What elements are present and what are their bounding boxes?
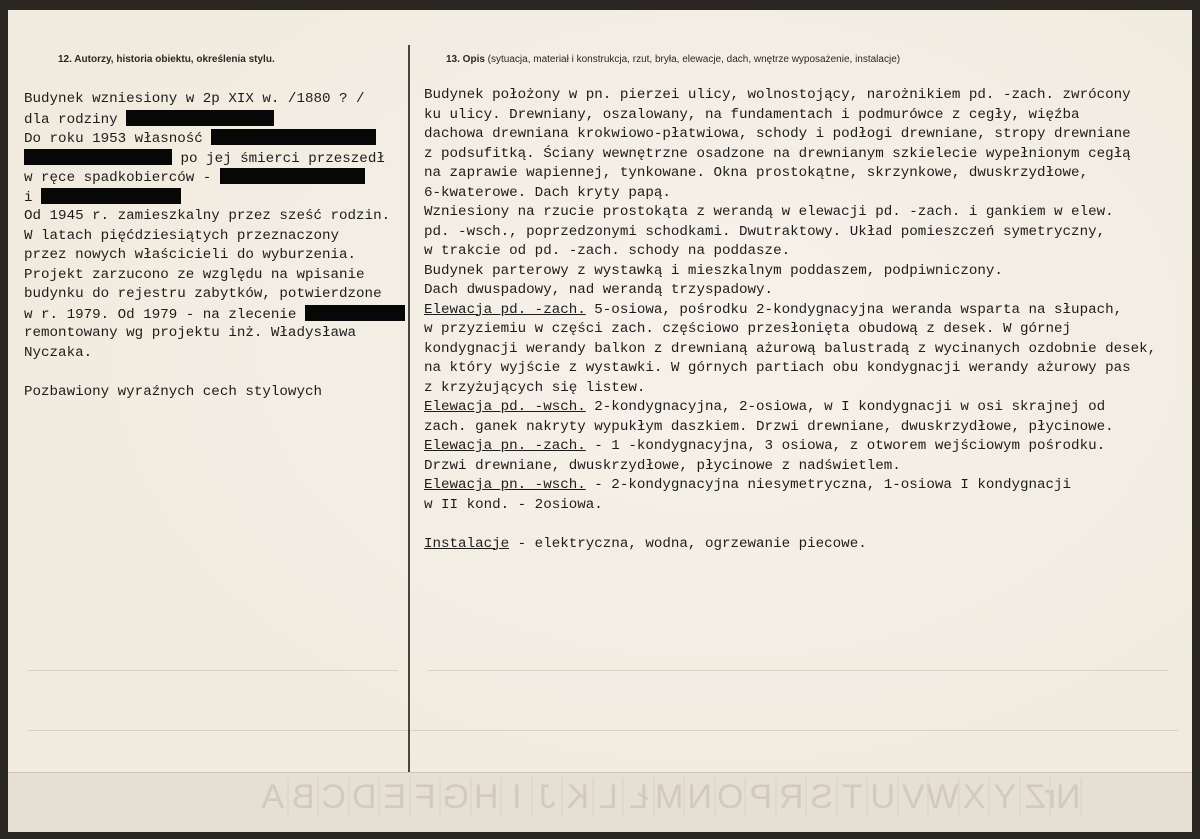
description-line bbox=[424, 281, 1156, 301]
description-line-text: - elektryczna, wodna, ogrzewanie piecowe. bbox=[509, 535, 867, 552]
description-line bbox=[424, 457, 1156, 477]
index-letter: Y bbox=[990, 778, 1021, 817]
history-line-text: po jej śmierci przeszedł bbox=[180, 150, 385, 167]
index-letter: T bbox=[838, 778, 869, 817]
history-text bbox=[24, 90, 405, 402]
index-letters bbox=[258, 778, 1082, 817]
history-line bbox=[24, 90, 405, 110]
index-letter: C bbox=[319, 778, 350, 817]
index-letter: L bbox=[594, 778, 625, 817]
show-through-line bbox=[428, 670, 1168, 671]
index-letter: B bbox=[289, 778, 320, 817]
description-line bbox=[424, 496, 1156, 516]
index-letter: V bbox=[899, 778, 930, 817]
history-line-text: dla rodziny bbox=[24, 111, 118, 128]
description-line bbox=[424, 125, 1156, 145]
history-line-text: w r. 1979. Od 1979 - na zlecenie bbox=[24, 306, 297, 323]
description-line bbox=[424, 164, 1156, 184]
description-line bbox=[424, 242, 1156, 262]
history-line-text: i bbox=[24, 189, 33, 206]
index-letter: Ł bbox=[624, 778, 655, 817]
section-label: Instalacje bbox=[424, 535, 510, 552]
description-line bbox=[424, 398, 1156, 418]
record-card bbox=[8, 10, 1192, 832]
redaction-bar bbox=[211, 129, 376, 145]
history-line-text: Nyczaka. bbox=[24, 344, 93, 361]
index-letter: G bbox=[441, 778, 472, 817]
description-line bbox=[424, 418, 1156, 438]
history-line bbox=[24, 305, 405, 325]
description-line-text: - 1 -kondygnacyjna, 3 osiowa, z otworem wejściowym pośrodku. bbox=[585, 438, 1106, 454]
section-label: Elewacja pd. -wsch. bbox=[424, 399, 586, 415]
column-divider bbox=[408, 45, 410, 815]
history-line bbox=[24, 246, 405, 266]
index-letter: E bbox=[380, 778, 411, 817]
index-letter: X bbox=[960, 778, 991, 817]
index-letter: S bbox=[807, 778, 838, 817]
history-line bbox=[24, 266, 405, 286]
history-line-text: przez nowych właścicieli do wyburzenia. bbox=[24, 247, 357, 263]
index-letter: Z bbox=[1021, 778, 1052, 817]
description-line-text: z podsufitką. Ściany wewnętrzne osadzone na drewnianym szkielecie wypełnionym cegłą bbox=[424, 145, 1131, 162]
redaction-bar bbox=[126, 110, 274, 126]
history-line bbox=[24, 188, 405, 208]
description-line-text: 6-kwaterowe. Dach kryty papą. bbox=[424, 184, 671, 201]
history-line bbox=[24, 363, 405, 383]
description-line bbox=[424, 320, 1156, 340]
description-line-text: kondygnacji werandy balkon z drewnianą ażurową balustradą z wycinanych ozdobnie desek, bbox=[424, 340, 1157, 357]
description-line-text: dachowa drewniana krokwiowo-płatwiowa, schody i podłogi drewniane, stropy drewniane bbox=[424, 126, 1131, 142]
history-line bbox=[24, 168, 405, 188]
description-line-text: w trakcie od pd. -zach. schody na poddasze. bbox=[424, 243, 791, 259]
section-label: Elewacja pd. -zach. bbox=[424, 301, 586, 318]
index-letter: W bbox=[926, 778, 959, 816]
right-section-heading bbox=[446, 54, 900, 65]
description-line-text: 2-kondygnacyjna, 2-osiowa, w I kondygnacji w osi skrajnej od bbox=[585, 399, 1106, 415]
description-line-text: Budynek parterowy z wystawką i mieszkalnym poddaszem, podpiwniczony. bbox=[424, 262, 1003, 279]
redaction-bar bbox=[220, 168, 365, 184]
description-line bbox=[424, 379, 1156, 399]
history-line-text: Projekt zarzucono ze względu na wpisanie bbox=[24, 266, 365, 283]
description-line bbox=[424, 535, 1156, 555]
index-letter: O bbox=[716, 778, 747, 817]
history-line bbox=[24, 324, 405, 344]
history-line bbox=[24, 383, 405, 403]
history-line-text: Do roku 1953 własność bbox=[24, 131, 203, 147]
right-heading-subtitle: (sytuacja, materiał i konstrukcja, rzut, bryła, elewacje, dach, wnętrze wyposażenie, instalacje) bbox=[484, 54, 901, 65]
show-through-line bbox=[28, 730, 1178, 731]
description-line bbox=[424, 184, 1156, 204]
history-line bbox=[24, 227, 405, 247]
description-text bbox=[424, 86, 1156, 554]
description-line bbox=[424, 515, 1156, 535]
history-line-text: Pozbawiony wyraźnych cech stylowych bbox=[24, 383, 322, 400]
description-line bbox=[424, 145, 1156, 165]
index-letter: D bbox=[350, 778, 381, 817]
description-line-text: - 2-kondygnacyjna niesymetryczna, 1-osiowa I kondygnacji bbox=[585, 477, 1072, 493]
index-letter: M bbox=[655, 778, 684, 816]
index-letter: F bbox=[411, 778, 442, 817]
description-line-text: Wzniesiony na rzucie prostokąta z werandą w elewacji pd. -zach. i gankiem w elew. bbox=[424, 204, 1114, 220]
description-line-text: Drzwi drewniane, dwuskrzydłowe, płycinowe z nadświetlem. bbox=[424, 457, 901, 474]
redaction-bar bbox=[24, 149, 172, 165]
description-line bbox=[424, 203, 1156, 223]
description-line bbox=[424, 340, 1156, 360]
redaction-bar bbox=[305, 305, 405, 321]
description-line-text: Dach dwuspadowy, nad werandą trzyspadowy. bbox=[424, 282, 774, 298]
redaction-bar bbox=[41, 188, 181, 204]
history-line-text: Budynek wzniesiony w 2p XIX w. /1880 ? / bbox=[24, 91, 365, 107]
index-letter: Nr bbox=[1044, 778, 1081, 816]
description-line-text: w przyziemiu w części zach. częściowo przesłonięta obudową z desek. W górnej bbox=[424, 321, 1072, 337]
description-line-text: na zaprawie wapiennej, tynkowane. Okna prostokątne, skrzynkowe, dwuskrzydłowe, bbox=[424, 165, 1089, 181]
description-line bbox=[424, 301, 1156, 321]
history-line-text: W latach pięćdziesiątych przeznaczony bbox=[24, 227, 340, 244]
right-heading-main: 13. Opis bbox=[446, 54, 485, 65]
section-label: Elewacja pn. -wsch. bbox=[424, 477, 586, 493]
index-letter: A bbox=[258, 778, 289, 817]
history-line bbox=[24, 285, 405, 305]
description-line-text: Budynek położony w pn. pierzei ulicy, wolnostojący, narożnikiem pd. -zach. zwrócony bbox=[424, 87, 1131, 103]
history-line bbox=[24, 149, 405, 169]
description-line bbox=[424, 262, 1156, 282]
index-letter: P bbox=[746, 778, 777, 817]
section-label: Elewacja pn. -zach. bbox=[424, 438, 586, 454]
history-line bbox=[24, 129, 405, 149]
description-line-text: w II kond. - 2osiowa. bbox=[424, 496, 603, 513]
description-line-text: ku ulicy. Drewniany, oszalowany, na fundamentach i podmurówce z cegły, więźba bbox=[424, 106, 1080, 123]
index-letter: H bbox=[472, 778, 503, 817]
index-letter: J bbox=[533, 778, 564, 817]
index-letter: N bbox=[685, 778, 716, 817]
history-line-text: budynku do rejestru zabytków, potwierdzone bbox=[24, 286, 382, 302]
index-letter: I bbox=[502, 778, 533, 817]
index-letter: U bbox=[868, 778, 899, 817]
index-letter: R bbox=[777, 778, 808, 817]
index-letter: K bbox=[563, 778, 594, 817]
description-line bbox=[424, 359, 1156, 379]
description-line bbox=[424, 476, 1156, 496]
description-line bbox=[424, 437, 1156, 457]
description-line-text: na który wyjście z wystawki. W górnych partiach obu kondygnacji werandy ażurowy pas bbox=[424, 360, 1131, 376]
description-line bbox=[424, 86, 1156, 106]
description-line bbox=[424, 223, 1156, 243]
history-line bbox=[24, 344, 405, 364]
description-line bbox=[424, 106, 1156, 126]
description-line-text: z krzyżujących się listew. bbox=[424, 379, 646, 396]
description-line-text: 5-osiowa, pośrodku 2-kondygnacyjna weranda wsparta na słupach, bbox=[585, 301, 1123, 318]
history-line bbox=[24, 207, 405, 227]
show-through-line bbox=[28, 670, 398, 671]
history-line bbox=[24, 110, 405, 130]
description-line-text: zach. ganek nakryty wypukłym daszkiem. Drzwi drewniane, dwuskrzydłowe, płycinowe. bbox=[424, 418, 1114, 435]
description-line-text: pd. -wsch., poprzedzonymi schodkami. Dwutraktowy. Układ pomieszczeń symetryczny, bbox=[424, 223, 1106, 240]
left-section-heading: 12. Autorzy, historia obiektu, określenia stylu. bbox=[58, 54, 275, 65]
history-line-text: Od 1945 r. zamieszkalny przez sześć rodzin. bbox=[24, 208, 391, 224]
history-line-text: w ręce spadkobierców - bbox=[24, 170, 212, 186]
history-line-text: remontowany wg projektu inż. Władysława bbox=[24, 325, 357, 341]
